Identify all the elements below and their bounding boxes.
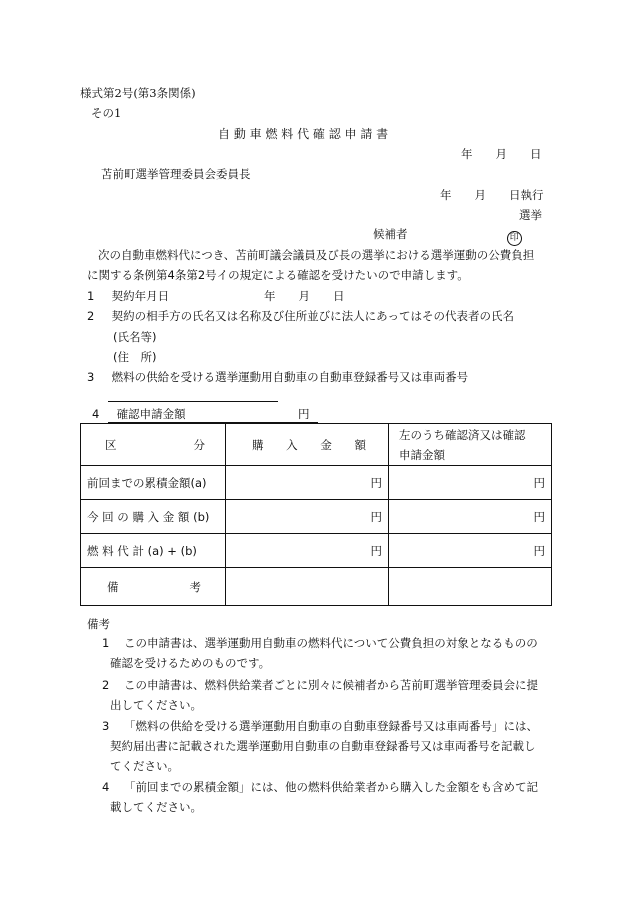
header-purchase-amount: 購 入 金 額 — [226, 424, 389, 466]
candidate-label: 候補者 — [373, 227, 408, 241]
note-1 — [102, 633, 552, 673]
form-number: 様式第2号(第3条関係) — [80, 86, 196, 100]
table-row-previous — [81, 466, 552, 500]
item-2-label: 契約の相手方の氏名又は名称及び住所並びに法人にあってはその代表者の氏名 — [111, 309, 515, 323]
row-label: 燃 料 代 計 (a) + (b) — [81, 534, 226, 568]
item-1-date: 年 月 日 — [264, 289, 345, 303]
intro-line-2: に関する条例第4条第2号イの規定による確認を受けたいので申請します。 — [87, 268, 469, 282]
item-4-unit: 円 — [298, 407, 310, 421]
item-2-number: 2 — [87, 309, 95, 323]
submission-date: 年 月 日 — [461, 147, 542, 161]
row-label: 前回までの累積金額(a) — [81, 466, 226, 500]
row-label: 今 回 の 購 入 金 額 (b) — [81, 500, 226, 534]
note-text: 契約届出書に記載された選挙運動用自動車の自動車登録番号又は車両番号を記載し — [110, 739, 536, 753]
item-3-label: 燃料の供給を受ける選挙運動用自動車の自動車登録番号又は車両番号 — [111, 370, 469, 384]
note-text: この申請書は、燃料供給業者ごとに別々に候補者から苫前町選挙管理委員会に提 — [124, 678, 538, 692]
item-2-name-field: (氏名等) — [113, 330, 157, 344]
confirmed-amount-cell[interactable]: 円 — [389, 466, 552, 500]
note-number: 3 — [102, 719, 110, 733]
item-1 — [87, 291, 169, 303]
item-1-label: 契約年月日 — [111, 289, 170, 303]
item-3-blank-line — [108, 401, 278, 402]
item-2 — [87, 311, 514, 323]
election-date: 年 月 日執行 — [440, 188, 544, 202]
header-confirmed-amount: 左のうち確認済又は確認 申請金額 — [389, 424, 552, 466]
seal-mark: 印 — [507, 231, 522, 246]
note-text: 「前回までの累積金額」には、他の燃料供給業者から購入した金額をも含めて記 — [124, 780, 538, 794]
notes-heading: 備考 — [87, 617, 110, 631]
note-text: 載してください。 — [110, 800, 202, 814]
note-number: 2 — [102, 678, 110, 692]
header-category: 区 分 — [81, 424, 226, 466]
addressee: 苫前町選挙管理委員会委員長 — [101, 167, 251, 181]
item-4-number: 4 — [92, 407, 100, 421]
amount-table — [80, 423, 552, 606]
item-3 — [87, 372, 468, 384]
note-text: この申請書は、選挙運動用自動車の燃料代について公費負担の対象となるものの — [124, 636, 538, 650]
table-row-total — [81, 534, 552, 568]
note-text: 「燃料の供給を受ける選挙運動用自動車の自動車登録番号又は車両番号」には、 — [124, 719, 538, 733]
purchase-amount-cell[interactable]: 円 — [226, 466, 389, 500]
table-row-remarks — [81, 568, 552, 606]
item-4 — [92, 409, 186, 421]
note-text: てください。 — [110, 759, 179, 773]
candidate-line — [373, 229, 522, 246]
table-header-row — [81, 424, 552, 466]
note-number: 4 — [102, 780, 110, 794]
note-text: 出してください。 — [110, 698, 202, 712]
purchase-amount-cell[interactable]: 円 — [226, 534, 389, 568]
confirmed-amount-cell[interactable]: 円 — [389, 500, 552, 534]
item-2-address-field: (住 所) — [113, 350, 157, 364]
purchase-amount-cell[interactable]: 円 — [226, 500, 389, 534]
note-4 — [102, 777, 552, 817]
note-number: 1 — [102, 636, 110, 650]
item-1-number: 1 — [87, 289, 95, 303]
form-part: その1 — [91, 106, 122, 120]
table-row-current — [81, 500, 552, 534]
form-title: 自 動 車 燃 料 代 確 認 申 請 書 — [218, 127, 389, 141]
remarks-label: 備 考 — [81, 568, 226, 606]
intro-line-1: 次の自動車燃料代につき、苫前町議会議員及び長の選挙における選挙運動の公費負担 — [98, 248, 535, 262]
election-label: 選挙 — [519, 208, 542, 222]
item-4-label: 確認申請金額 — [116, 407, 186, 421]
remarks-cell[interactable] — [389, 568, 552, 606]
note-2 — [102, 675, 552, 715]
remarks-cell[interactable] — [226, 568, 389, 606]
item-3-number: 3 — [87, 370, 95, 384]
note-text: 確認を受けるためのものです。 — [110, 656, 271, 670]
confirmed-amount-cell[interactable]: 円 — [389, 534, 552, 568]
note-3 — [102, 716, 552, 776]
